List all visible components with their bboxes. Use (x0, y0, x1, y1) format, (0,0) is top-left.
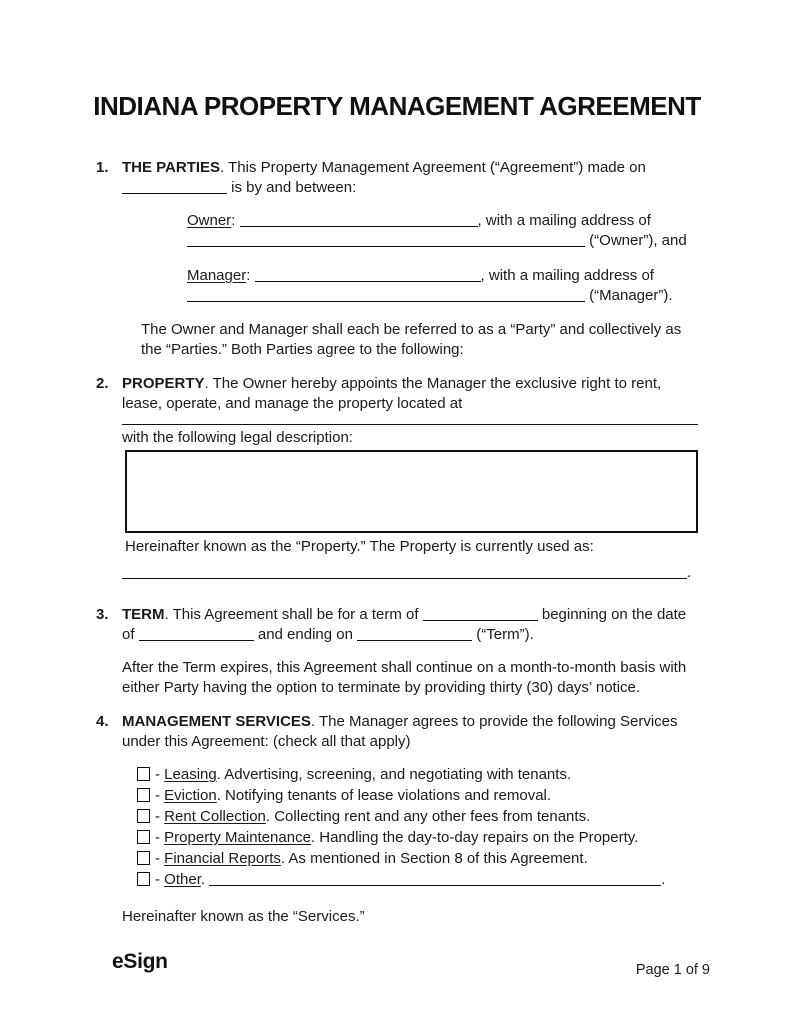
text-segment: (“Manager”). (585, 287, 673, 304)
service-item-text (155, 808, 590, 825)
text-segment: THE PARTIES (122, 159, 221, 176)
text-segment: . (687, 564, 692, 581)
owner-identification-block (187, 211, 698, 251)
fill-in-blank[interactable] (423, 608, 538, 621)
section-parties-intro (122, 158, 698, 198)
text-segment: (“Owner”), and (585, 232, 687, 249)
checkbox-other[interactable] (137, 872, 150, 886)
fill-in-blank[interactable] (139, 628, 254, 641)
section-the-parties (96, 158, 698, 360)
service-item-text (155, 787, 551, 804)
text-segment: - (155, 808, 165, 825)
fill-in-blank[interactable] (122, 569, 687, 579)
text-segment: , with a mailing address of (477, 212, 651, 229)
text-segment: , with a mailing address of (480, 267, 654, 284)
defined-term: Financial Reports (164, 850, 281, 867)
text-segment: . (200, 871, 210, 888)
text-segment: After the Term expires, this Agreement shall continue on a month-to-month basis with either Party having the option to terminate by providing thirty (30) days’ notice. (122, 659, 687, 696)
text-segment: . Notifying tenants of lease violations and removal. (216, 787, 552, 804)
text-segment: : (246, 267, 255, 284)
text-segment: The Owner and Manager shall each be referred to as a “Party” and collectively as the “Parties.” Both Parties agree to the following: (141, 321, 682, 358)
legal-description-box[interactable] (125, 450, 698, 533)
section-property-intro (122, 374, 698, 414)
service-checklist-item (137, 807, 698, 827)
section-term (96, 605, 698, 698)
text-segment: : (231, 212, 240, 229)
section-number: 2. (96, 375, 109, 392)
defined-term: Leasing (164, 766, 217, 783)
text-segment: TERM (122, 606, 165, 623)
text-segment: . (661, 871, 666, 888)
services-hereinafter-note (122, 907, 698, 927)
term-renewal-clause (122, 658, 698, 698)
service-checklist-item (137, 849, 698, 869)
property-use-fill-line (122, 563, 698, 583)
page-number-indicator: Page 1 of 9 (635, 962, 710, 978)
section-property (96, 374, 698, 583)
esign-logo: eSign (112, 950, 168, 973)
section-number: 1. (96, 159, 109, 176)
defined-term: Owner (187, 212, 232, 229)
service-item-text (155, 829, 638, 846)
text-segment: . This Agreement shall be for a term of (164, 606, 423, 623)
service-item-text (155, 766, 571, 783)
fill-in-blank[interactable] (357, 628, 472, 641)
text-segment: . As mentioned in Section 8 of this Agreement. (280, 850, 588, 867)
checkbox-financial-reports[interactable] (137, 851, 150, 865)
text-segment: - (155, 787, 165, 804)
checkbox-eviction[interactable] (137, 788, 150, 802)
checkbox-rent-collection[interactable] (137, 809, 150, 823)
section-number: 3. (96, 606, 109, 623)
service-item-text (155, 850, 588, 867)
defined-term: Rent Collection (164, 808, 266, 825)
section-management-services (96, 712, 698, 927)
text-segment: Hereinafter known as the “Property.” The Property is currently used as: (125, 538, 594, 555)
text-segment: - (155, 829, 165, 846)
fill-in-blank[interactable] (187, 289, 585, 302)
text-segment: . This Property Management Agreement (“Agreement”) made on (220, 159, 646, 176)
text-segment: and ending on (253, 626, 358, 643)
parties-collective-note (141, 320, 698, 360)
property-hereinafter-note (125, 537, 698, 557)
section-management-services-intro (122, 712, 698, 752)
service-checklist-item (137, 786, 698, 806)
text-segment: - (155, 850, 165, 867)
text-segment: beginning on the date of (122, 606, 687, 643)
defined-term: Property Maintenance (164, 829, 311, 846)
defined-term: Other (164, 871, 201, 888)
defined-term: Eviction (164, 787, 217, 804)
text-segment: . The Owner hereby appoints the Manager the exclusive right to rent, lease, operate, and manage the property located at (122, 375, 662, 412)
fill-in-blank[interactable] (187, 234, 585, 247)
checkbox-property-maintenance[interactable] (137, 830, 150, 844)
text-segment: . Collecting rent and any other fees from tenants. (265, 808, 591, 825)
section-term-intro (122, 605, 698, 645)
text-segment: Hereinafter known as the “Services.” (122, 908, 365, 925)
service-checklist-item (137, 828, 698, 848)
text-segment: with the following legal description: (122, 429, 353, 446)
fill-in-blank[interactable] (255, 269, 481, 282)
service-checklist-item (137, 765, 698, 785)
text-segment: . The Manager agrees to provide the following Services under this Agreement: (check all that apply) (122, 713, 678, 750)
fill-in-blank[interactable] (240, 214, 478, 227)
page-title: INDIANA PROPERTY MANAGEMENT AGREEMENT (93, 91, 701, 121)
document-body (96, 158, 698, 927)
property-address-fill-line[interactable] (122, 420, 698, 425)
text-segment: PROPERTY (122, 375, 205, 392)
text-segment: - (155, 766, 165, 783)
text-segment: . Advertising, screening, and negotiating with tenants. (216, 766, 572, 783)
text-segment: is by and between: (227, 179, 357, 196)
defined-term: Manager (187, 267, 247, 284)
fill-in-blank[interactable] (209, 873, 661, 886)
section-number: 4. (96, 713, 109, 730)
service-item-text (155, 871, 665, 888)
fill-in-blank[interactable] (122, 181, 227, 194)
text-segment: (“Term”). (472, 626, 534, 643)
services-checklist (137, 765, 698, 890)
legal-description-label (122, 428, 698, 448)
checkbox-leasing[interactable] (137, 767, 150, 781)
manager-identification-block (187, 266, 698, 306)
text-segment: . Handling the day-to-day repairs on the Property. (310, 829, 639, 846)
text-segment: MANAGEMENT SERVICES (122, 713, 311, 730)
text-segment: - (155, 871, 165, 888)
service-checklist-item (137, 870, 698, 890)
